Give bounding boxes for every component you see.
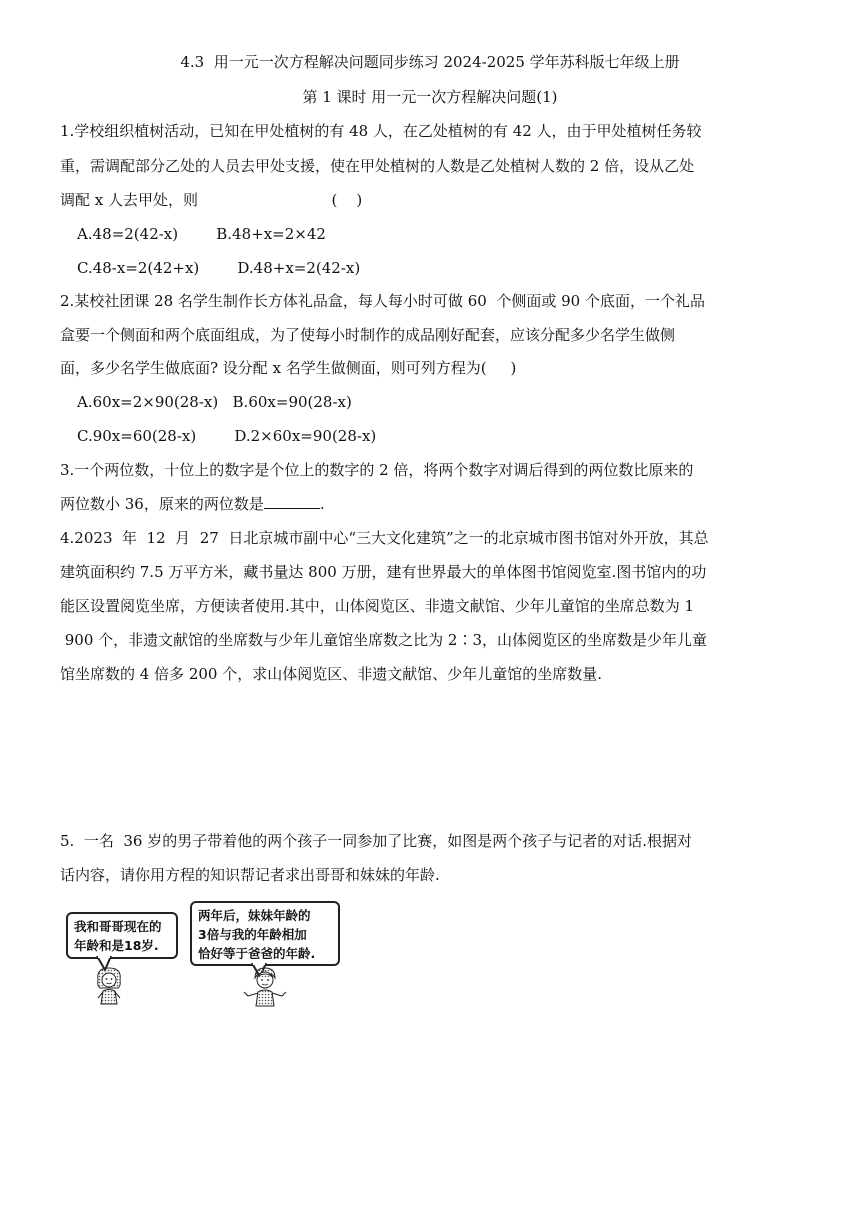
speech-line: 年龄和是18岁.	[74, 938, 159, 953]
boy-figure-icon	[240, 966, 290, 1008]
speech-line: 两年后，妹妹年龄的	[198, 908, 311, 923]
question-text: 两位数小 36，原来的两位数是	[60, 495, 264, 513]
answer-options-row: C.48-x=2(42+x) D.48+x=2(42-x)	[77, 259, 361, 277]
question-text-line: 建筑面积约 7.5 万平方米，藏书量达 800 万册，建有世界最大的单体图书馆阅览室.图书馆内的功	[60, 563, 707, 581]
speech-bubble-girl	[66, 912, 178, 959]
question-text-line: 调配 x 人去甲处，则 ( )	[60, 191, 363, 209]
question-text-line: 2.某校社团课 28 名学生制作长方体礼品盒，每人每小时可做 60 个侧面或 90 个底面，一个礼品	[60, 292, 705, 310]
question-text-line: 话内容，请你用方程的知识帮记者求出哥哥和妹妹的年龄.	[60, 866, 440, 884]
question-text-line: 3.一个两位数，十位上的数字是个位上的数字的 2 倍，将两个数字对调后得到的两位数比原来的	[60, 461, 694, 479]
question-text-line: 面，多少名学生做底面? 设分配 x 名学生做侧面，则可列方程为( )	[60, 359, 517, 377]
speech-line: 我和哥哥现在的	[74, 919, 162, 934]
speech-line: 3倍与我的年龄相加	[198, 927, 307, 942]
speech-bubble-boy	[190, 901, 340, 966]
speech-line: 恰好等于爸爸的年龄.	[198, 946, 316, 961]
question-text-line: 馆坐席数的 4 倍多 200 个，求山体阅览区、非遗文献馆、少年儿童馆的坐席数量.	[60, 665, 603, 683]
page-title: 4.3 用一元一次方程解决问题同步练习 2024-2025 学年苏科版七年级上册	[180, 53, 680, 71]
question-text-line: 盒要一个侧面和两个底面组成，为了使每小时制作的成品刚好配套，应该分配多少名学生做侧	[60, 326, 676, 344]
fill-in-blank[interactable]	[264, 494, 320, 509]
answer-options-row: C.90x=60(28-x) D.2×60x=90(28-x)	[77, 427, 377, 445]
question-text-line: 900 个，非遗文献馆的坐席数与少年儿童馆坐席数之比为 2∶3，山体阅览区的坐席数是少年儿童	[60, 631, 708, 649]
question-text-line: 1.学校组织植树活动，已知在甲处植树的有 48 人，在乙处植树的有 42 人，由于甲处植树任务较	[60, 122, 702, 140]
question-text-line: 重，需调配部分乙处的人员去甲处支援，使在甲处植树的人数是乙处植树人数的 2 倍，设从乙处	[60, 157, 695, 175]
answer-options-row: A.48=2(42-x) B.48+x=2×42	[77, 225, 326, 243]
question-text: .	[319, 495, 325, 513]
lesson-subtitle: 第 1 课时 用一元一次方程解决问题(1)	[302, 88, 558, 106]
question-text-line: 能区设置阅览坐席，方便读者使用.其中，山体阅览区、非遗文献馆、少年儿童馆的坐席总数为 1	[60, 597, 695, 615]
question-text-line	[60, 494, 325, 514]
question-text-line: 5. 一名 36 岁的男子带着他的两个孩子一同参加了比赛，如图是两个孩子与记者的对话.根据对	[60, 832, 693, 850]
answer-options-row: A.60x=2×90(28-x) B.60x=90(28-x)	[77, 393, 352, 411]
girl-figure-icon	[92, 966, 126, 1006]
question-text-line: 4.2023 年 12 月 27 日北京城市副中心“三大文化建筑”之一的北京城市图书馆对外开放，其总	[60, 529, 709, 547]
